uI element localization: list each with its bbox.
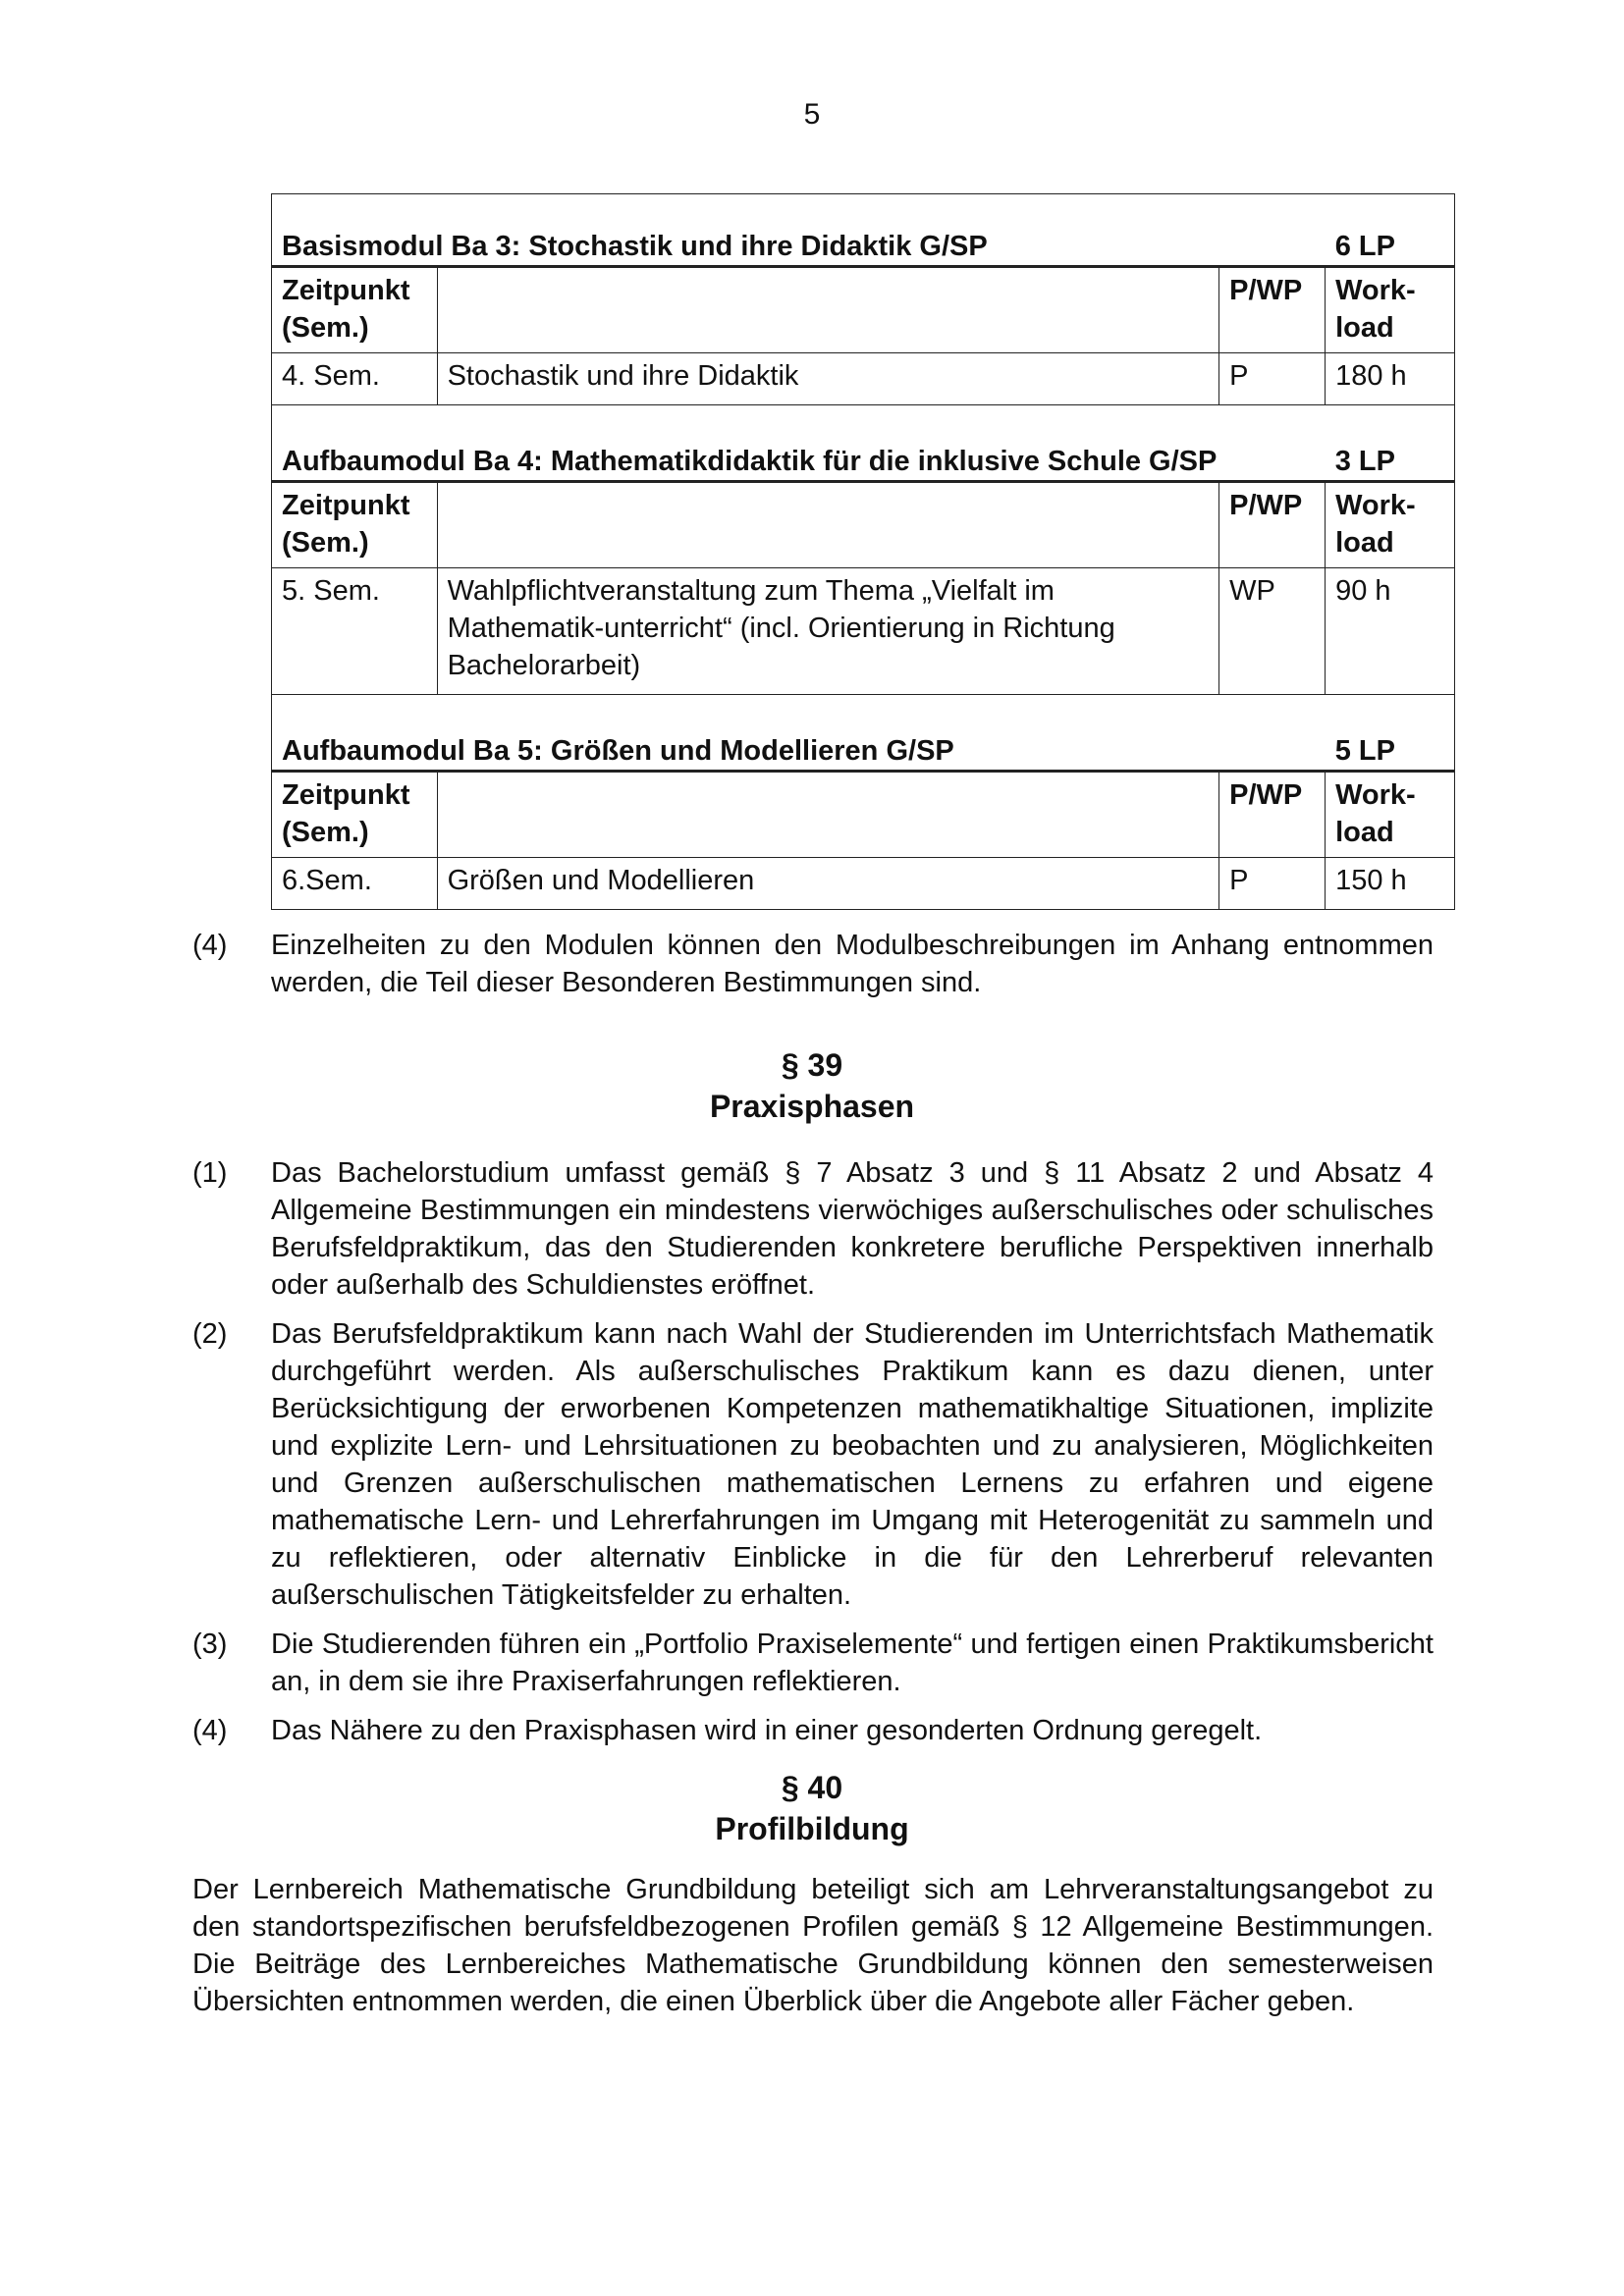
paragraph-number: (4) [192, 930, 228, 961]
paragraph-number: (4) [192, 1715, 228, 1746]
cell-workload: 180 h [1326, 353, 1454, 405]
paragraph-text: Das Berufsfeldpraktikum kann nach Wahl der Studierenden im Unterrichtsfach Mathematik durchgeführt werden. Als außerschulisches Praktikum kann es dazu dienen, unter Berücksichtigung der erworbenen Kompetenzen mathematikhaltige Situationen, implizite und explizite Lern- und Lehrsituationen zu beobachten und zu analysieren, Möglichkeiten und Grenzen außerschulischen mathematischen Lernens zu erfahren und eigene mathematische Lern- und Lehrerfahrungen im Umgang mit Heterogenität zu sammeln und zu reflektieren, oder alternativ Einblicke in die für den Lehrerberuf relevanten außerschulischen Tätigkeitsfelder zu erhalten. [271, 1318, 1434, 1611]
module-table-ba4 [272, 482, 1454, 694]
module-tables [271, 193, 1455, 910]
paragraph-text: Einzelheiten zu den Modulen können den Modulbeschreibungen im Anhang entnommen werden, die Teil dieser Besonderen Bestimmungen sind. [271, 930, 1434, 998]
module-table-ba3 [272, 267, 1454, 404]
list-item [192, 1712, 1434, 1749]
list-item [192, 1154, 1434, 1304]
paragraph-number: (3) [192, 1629, 228, 1660]
table-header-row [272, 268, 1454, 353]
list-item [192, 1315, 1434, 1614]
module-title-ba4 [272, 404, 1454, 482]
header-zeitpunkt: Zeitpunkt (Sem.) [272, 773, 437, 858]
section-40-text: Der Lernbereich Mathematische Grundbildung beteiligt sich am Lehrveranstaltungsangebot zu den standortspezifischen berufsfeldbezogenen Profilen gemäß § 12 Allgemeine Bestimmungen. Die Beiträge des Lernbereiches Mathematische Grundbildung können den semesterweisen Übersichten entnommen werden, die einen Überblick über die Angebote aller Fächer geben. [192, 1874, 1434, 2017]
section-title: Profilbildung [715, 1811, 909, 1846]
paragraph-text: Das Nähere zu den Praxisphasen wird in einer gesonderten Ordnung geregelt. [271, 1715, 1263, 1746]
header-blank [437, 483, 1219, 568]
module-title: Aufbaumodul Ba 4: Mathematikdidaktik für die inklusive Schule G/SP [282, 446, 1218, 477]
module-title-ba5 [272, 694, 1454, 772]
header-blank [437, 268, 1219, 353]
cell-semester: 6.Sem. [272, 858, 437, 910]
paragraph-4-modules [192, 927, 1434, 1013]
section-39-body [192, 1154, 1434, 1761]
section-title: Praxisphasen [709, 1089, 915, 1124]
header-blank [437, 773, 1219, 858]
module-title: Basismodul Ba 3: Stochastik und ihre Didaktik G/SP [282, 231, 988, 262]
module-lp: 6 LP [1334, 231, 1395, 262]
header-zeitpunkt: Zeitpunkt (Sem.) [272, 483, 437, 568]
cell-course: Stochastik und ihre Didaktik [437, 353, 1219, 405]
table-row [272, 353, 1454, 405]
paragraph-number: (1) [192, 1157, 228, 1189]
cell-course: Größen und Modellieren [437, 858, 1219, 910]
module-table-ba5 [272, 772, 1454, 909]
table-row [272, 858, 1454, 910]
section-number: § 39 [781, 1047, 843, 1083]
cell-workload: 90 h [1326, 568, 1454, 695]
module-title: Aufbaumodul Ba 5: Größen und Modellieren G/SP [282, 735, 954, 767]
cell-semester: 4. Sem. [272, 353, 437, 405]
table-header-row [272, 773, 1454, 858]
section-40-heading [0, 1767, 1624, 1849]
table-header-row [272, 483, 1454, 568]
list-item [192, 1626, 1434, 1700]
cell-pwp: P [1219, 858, 1326, 910]
module-lp: 5 LP [1334, 735, 1395, 767]
header-workload: Work-load [1326, 268, 1454, 353]
cell-workload: 150 h [1326, 858, 1454, 910]
cell-pwp: WP [1219, 568, 1326, 695]
cell-course: Wahlpflichtveranstaltung zum Thema „Vielfalt im Mathematik-unterricht“ (incl. Orientierung in Richtung Bachelorarbeit) [437, 568, 1219, 695]
paragraph-number: (2) [192, 1318, 228, 1350]
header-pwp: P/WP [1219, 268, 1326, 353]
module-title-ba3 [272, 194, 1454, 267]
header-workload: Work-load [1326, 483, 1454, 568]
paragraph-text: Das Bachelorstudium umfasst gemäß § 7 Absatz 3 und § 11 Absatz 2 und Absatz 4 Allgemeine Bestimmungen ein mindestens vierwöchiges außerschulisches oder schulisches Berufsfeldpraktikum, das den Studierenden konkretere berufliche Perspektiven innerhalb oder außerhalb des Schuldienstes eröffnet. [271, 1157, 1434, 1301]
cell-semester: 5. Sem. [272, 568, 437, 695]
section-39-heading [0, 1044, 1624, 1127]
header-pwp: P/WP [1219, 483, 1326, 568]
paragraph-text: Die Studierenden führen ein „Portfolio Praxiselemente“ und fertigen einen Praktikumsbericht an, in dem sie ihre Praxiserfahrungen reflektieren. [271, 1629, 1434, 1697]
cell-pwp: P [1219, 353, 1326, 405]
section-number: § 40 [781, 1770, 843, 1805]
header-workload: Work-load [1326, 773, 1454, 858]
header-pwp: P/WP [1219, 773, 1326, 858]
module-lp: 3 LP [1334, 446, 1395, 477]
page-number: 5 [803, 98, 821, 131]
header-zeitpunkt: Zeitpunkt (Sem.) [272, 268, 437, 353]
table-row [272, 568, 1454, 695]
